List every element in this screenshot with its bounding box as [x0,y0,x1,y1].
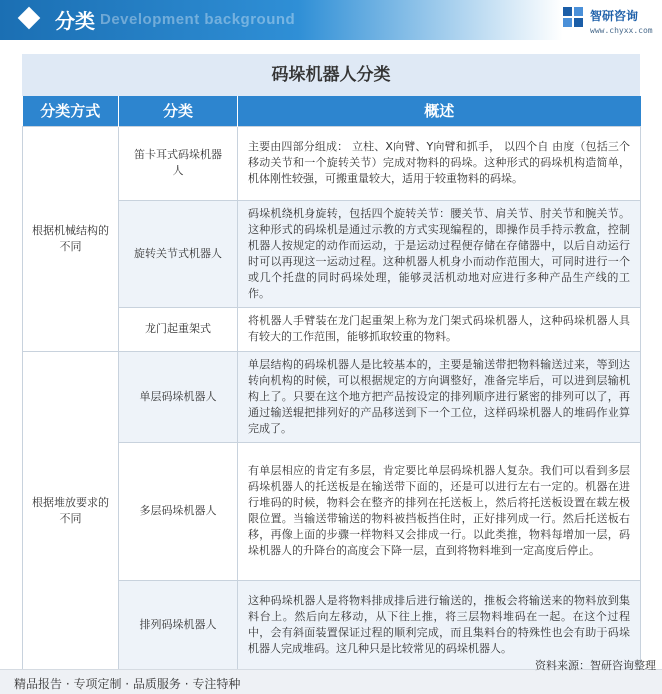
overview-cell: 将机器人手臂装在龙门起重架上称为龙门架式码垛机器人，这种码垛机器人具有较大的工作范围，能够抓取较重的物料。 [238,307,641,351]
footer-bar [0,659,662,694]
classification-table [22,54,640,671]
category-cell: 多层码垛机器人 [119,442,238,580]
header-category: 分类 [119,96,238,126]
method-cell: 根据堆放要求的不同 [23,351,119,670]
brand-logo-icon [562,6,584,28]
header-method: 分类方式 [23,96,119,126]
overview-cell: 主要由四部分组成： 立柱、X向臂、Y向臂和抓手， 以四个自 由度（包括三个移动关节和一个旋转关节）完成对物料的码垛。这种形式的码垛机构造简单，机体刚性较强，可搬重量较大，适用于较重物料的码垛。 [238,126,641,200]
category-cell: 龙门起重架式 [119,307,238,351]
brand-site: www.chyxx.com [590,26,653,35]
source-note: 资料来源：智研咨询整理 [535,659,656,672]
table-title: 码垛机器人分类 [22,54,640,96]
footer-tagline: 精品报告 · 专项定制 · 品质服务 · 专注特种 [14,677,241,691]
header-watermark: Development background [100,11,296,28]
category-cell: 笛卡耳式码垛机器人 [119,126,238,200]
method-cell: 根据机械结构的不同 [23,126,119,351]
overview-cell: 这种码垛机器人是将物料排成排后进行输送的，推板会将输送来的物料放到集料台上。然后向左移动，从下往上推，将三层物料堆码在一起。在这个过程中，会有斜面装置保证过程的顺利完成，而且集料台的特殊性也会有助于码垛机器人完成堆码。这几种只是比较常见的码垛机器人。 [238,580,641,670]
category-cell: 旋转关节式机器人 [119,200,238,307]
table-header-row [23,96,641,126]
data-table [22,96,641,671]
category-cell: 排列码垛机器人 [119,580,238,670]
table-row [23,126,641,200]
brand-name: 智研咨询 [590,9,639,23]
section-title: 分类 [55,9,95,33]
overview-cell: 单层结构的码垛机器人是比较基本的，主要是输送带把物料输送过来，等到达转向机构的时候，可以根据规定的方向调整好，准备完毕后，可以进到层输机构上了。只要在这个地方把产品按设定的排列顺序进行紧密的排列可以了，再通过输送辊把排列好的产品移送到下一个工位，这样码垛机器人的堆码作业算完成了。 [238,351,641,442]
category-cell: 单层码垛机器人 [119,351,238,442]
overview-cell: 码垛机绕机身旋转，包括四个旋转关节：腰关节、肩关节、肘关节和腕关节。这种形式的码垛机是通过示教的方式实现编程的，即操作员手持示教盒，控制机器人按规定的动作而运动，于是运动过程便存储在存储器中，以后自动运行时可以再现这一运动过程。这种机器人机身小而动作范围大，可同时进行一个或几个托盘的同时码垛处理，能够灵活机动地对应进行多种产品生产线的工作。 [238,200,641,307]
overview-cell: 有单层相应的肯定有多层，肯定要比单层码垛机器人复杂。我们可以看到多层码垛机器人的托送板是在输送带下面的，还是可以进行左右一定的。机器在进行堆码的时候，物料会在整齐的排列在托送板上，然后将托送板设置在载左极限位置。当输送带输送的物料被挡板挡住时，正好排列成一行。然后托送板右移，再像上面的步骤一样物料又会排成一行。以此类推，物料每增加一层，码垛机器人的升降台的高度会下降一层，直到将物料堆到一定高度后停止。 [238,442,641,580]
table-row [23,351,641,442]
diamond-icon [18,7,41,30]
header-overview: 概述 [238,96,641,126]
